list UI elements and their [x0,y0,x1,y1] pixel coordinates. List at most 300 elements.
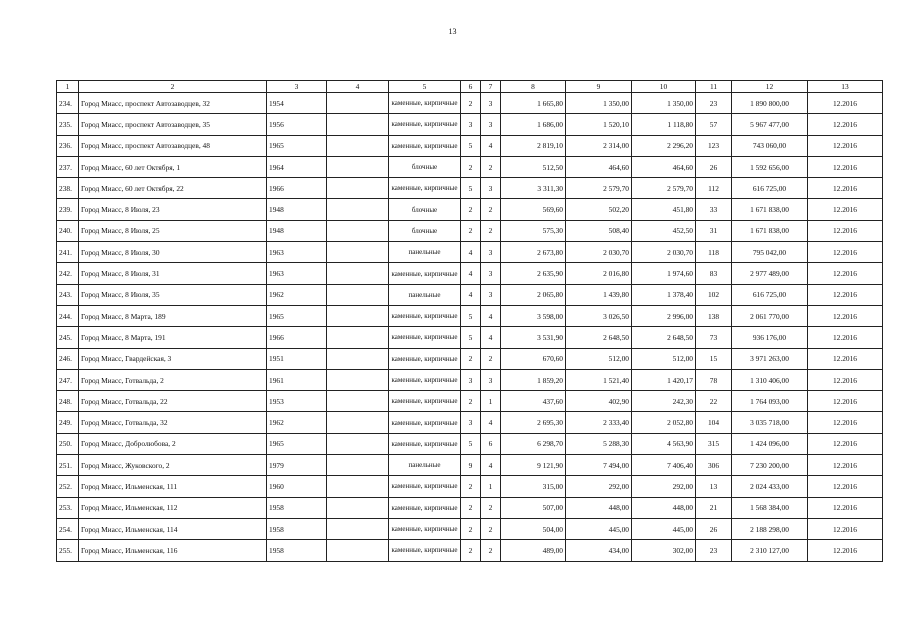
empty-cell [327,114,389,135]
floors-cell: 2 [461,518,481,539]
year-cell: 1961 [267,369,327,390]
empty-cell [327,518,389,539]
total-area-cell: 670,60 [501,348,566,369]
total-area-cell: 2 635,90 [501,263,566,284]
cost-cell: 5 967 477,00 [732,114,808,135]
entrances-cell: 4 [481,455,501,476]
table-row [57,135,883,156]
material-cell: каменные, кирпичные [389,93,461,114]
table-row [57,497,883,518]
floors-cell: 5 [461,305,481,326]
row-number: 248. [57,391,79,412]
deadline-cell: 12.2016 [808,178,883,199]
empty-cell [327,305,389,326]
address-cell: Город Миасс, 8 Июля, 31 [79,263,267,284]
column-header-6: 6 [461,81,481,93]
entrances-cell: 3 [481,284,501,305]
residential-area-cell: 464,60 [632,156,696,177]
cost-cell: 1 424 096,00 [732,433,808,454]
empty-cell [327,93,389,114]
total-area-cell: 3 531,90 [501,327,566,348]
material-cell: каменные, кирпичные [389,305,461,326]
material-cell: блочные [389,156,461,177]
living-area-cell: 2 016,80 [566,263,632,284]
year-cell: 1951 [267,348,327,369]
residential-area-cell: 448,00 [632,497,696,518]
material-cell: каменные, кирпичные [389,135,461,156]
floors-cell: 3 [461,114,481,135]
deadline-cell: 12.2016 [808,348,883,369]
empty-cell [327,242,389,263]
living-area-cell: 2 648,50 [566,327,632,348]
address-cell: Город Миасс, Готвальда, 22 [79,391,267,412]
row-number: 253. [57,497,79,518]
cost-cell: 795 042,00 [732,242,808,263]
address-cell: Город Миасс, проспект Автозаводцев, 32 [79,93,267,114]
residential-area-cell: 2 030,70 [632,242,696,263]
cost-cell: 1 568 384,00 [732,497,808,518]
year-cell: 1963 [267,242,327,263]
cost-cell: 1 310 406,00 [732,369,808,390]
entrances-cell: 6 [481,433,501,454]
residents-cell: 73 [696,327,732,348]
living-area-cell: 2 579,70 [566,178,632,199]
residents-cell: 306 [696,455,732,476]
total-area-cell: 2 819,10 [501,135,566,156]
deadline-cell: 12.2016 [808,93,883,114]
floors-cell: 2 [461,391,481,412]
row-number: 254. [57,518,79,539]
living-area-cell: 445,00 [566,518,632,539]
year-cell: 1956 [267,114,327,135]
year-cell: 1953 [267,391,327,412]
table-row [57,114,883,135]
empty-cell [327,412,389,433]
table-row [57,391,883,412]
entrances-cell: 4 [481,135,501,156]
row-number: 240. [57,220,79,241]
row-number: 247. [57,369,79,390]
entrances-cell: 3 [481,369,501,390]
entrances-cell: 1 [481,391,501,412]
address-cell: Город Миасс, 8 Марта, 189 [79,305,267,326]
row-number: 234. [57,93,79,114]
cost-cell: 616 725,00 [732,178,808,199]
empty-cell [327,476,389,497]
year-cell: 1948 [267,199,327,220]
material-cell: каменные, кирпичные [389,327,461,348]
column-header-13: 13 [808,81,883,93]
year-cell: 1954 [267,93,327,114]
residential-area-cell: 4 563,90 [632,433,696,454]
year-cell: 1958 [267,518,327,539]
deadline-cell: 12.2016 [808,114,883,135]
entrances-cell: 2 [481,518,501,539]
table-row [57,242,883,263]
table-row [57,284,883,305]
residents-cell: 123 [696,135,732,156]
row-number: 252. [57,476,79,497]
total-area-cell: 2 695,30 [501,412,566,433]
floors-cell: 4 [461,284,481,305]
address-cell: Город Миасс, проспект Автозаводцев, 48 [79,135,267,156]
table-row [57,433,883,454]
year-cell: 1966 [267,327,327,348]
deadline-cell: 12.2016 [808,242,883,263]
residential-area-cell: 1 118,80 [632,114,696,135]
residential-area-cell: 2 296,20 [632,135,696,156]
deadline-cell: 12.2016 [808,135,883,156]
address-cell: Город Миасс, Готвальда, 2 [79,369,267,390]
cost-cell: 1 592 656,00 [732,156,808,177]
floors-cell: 2 [461,220,481,241]
entrances-cell: 2 [481,348,501,369]
living-area-cell: 464,60 [566,156,632,177]
row-number: 238. [57,178,79,199]
cost-cell: 743 060,00 [732,135,808,156]
deadline-cell: 12.2016 [808,391,883,412]
total-area-cell: 2 065,80 [501,284,566,305]
floors-cell: 4 [461,242,481,263]
residential-area-cell: 302,00 [632,540,696,561]
empty-cell [327,178,389,199]
column-header-5: 5 [389,81,461,93]
address-cell: Город Миасс, Ильменская, 111 [79,476,267,497]
entrances-cell: 3 [481,93,501,114]
table-row [57,455,883,476]
material-cell: каменные, кирпичные [389,412,461,433]
table-row [57,93,883,114]
floors-cell: 5 [461,178,481,199]
empty-cell [327,455,389,476]
cost-cell: 936 176,00 [732,327,808,348]
cost-cell: 2 310 127,00 [732,540,808,561]
residents-cell: 112 [696,178,732,199]
residents-cell: 102 [696,284,732,305]
column-header-9: 9 [566,81,632,93]
cost-cell: 3 035 718,00 [732,412,808,433]
living-area-cell: 292,00 [566,476,632,497]
residents-cell: 26 [696,518,732,539]
entrances-cell: 4 [481,412,501,433]
deadline-cell: 12.2016 [808,263,883,284]
empty-cell [327,135,389,156]
material-cell: каменные, кирпичные [389,540,461,561]
living-area-cell: 434,00 [566,540,632,561]
floors-cell: 5 [461,327,481,348]
year-cell: 1964 [267,156,327,177]
row-number: 243. [57,284,79,305]
living-area-cell: 2 333,40 [566,412,632,433]
floors-cell: 5 [461,135,481,156]
entrances-cell: 2 [481,497,501,518]
living-area-cell: 1 439,80 [566,284,632,305]
housing-register-table [56,80,883,562]
total-area-cell: 1 686,00 [501,114,566,135]
floors-cell: 9 [461,455,481,476]
material-cell: панельные [389,284,461,305]
table-row [57,199,883,220]
material-cell: каменные, кирпичные [389,497,461,518]
residential-area-cell: 242,30 [632,391,696,412]
column-header-7: 7 [481,81,501,93]
living-area-cell: 7 494,00 [566,455,632,476]
table-row [57,327,883,348]
address-cell: Город Миасс, 8 Июля, 23 [79,199,267,220]
table-row [57,156,883,177]
year-cell: 1979 [267,455,327,476]
year-cell: 1962 [267,284,327,305]
table-row [57,412,883,433]
residents-cell: 138 [696,305,732,326]
floors-cell: 3 [461,412,481,433]
table-row [57,263,883,284]
living-area-cell: 3 026,50 [566,305,632,326]
material-cell: панельные [389,242,461,263]
table-row [57,305,883,326]
entrances-cell: 2 [481,156,501,177]
living-area-cell: 402,90 [566,391,632,412]
floors-cell: 2 [461,497,481,518]
row-number: 245. [57,327,79,348]
residents-cell: 78 [696,369,732,390]
cost-cell: 1 764 093,00 [732,391,808,412]
year-cell: 1965 [267,305,327,326]
empty-cell [327,540,389,561]
living-area-cell: 508,40 [566,220,632,241]
residential-area-cell: 2 996,00 [632,305,696,326]
cost-cell: 1 890 800,00 [732,93,808,114]
entrances-cell: 2 [481,540,501,561]
cost-cell: 1 671 838,00 [732,199,808,220]
deadline-cell: 12.2016 [808,433,883,454]
cost-cell: 2 188 298,00 [732,518,808,539]
total-area-cell: 507,00 [501,497,566,518]
residents-cell: 21 [696,497,732,518]
material-cell: каменные, кирпичные [389,263,461,284]
address-cell: Город Миасс, 8 Июля, 35 [79,284,267,305]
residential-area-cell: 452,50 [632,220,696,241]
row-number: 246. [57,348,79,369]
material-cell: каменные, кирпичные [389,348,461,369]
entrances-cell: 4 [481,305,501,326]
total-area-cell: 315,00 [501,476,566,497]
total-area-cell: 1 665,80 [501,93,566,114]
total-area-cell: 3 598,00 [501,305,566,326]
table-row [57,348,883,369]
total-area-cell: 9 121,90 [501,455,566,476]
cost-cell: 2 977 489,00 [732,263,808,284]
address-cell: Город Миасс, 8 Марта, 191 [79,327,267,348]
living-area-cell: 1 350,00 [566,93,632,114]
entrances-cell: 2 [481,220,501,241]
material-cell: каменные, кирпичные [389,518,461,539]
floors-cell: 2 [461,348,481,369]
header-row [57,81,883,93]
column-header-1: 1 [57,81,79,93]
year-cell: 1948 [267,220,327,241]
row-number: 235. [57,114,79,135]
residents-cell: 315 [696,433,732,454]
deadline-cell: 12.2016 [808,476,883,497]
residents-cell: 22 [696,391,732,412]
address-cell: Город Миасс, Добролюбова, 2 [79,433,267,454]
row-number: 237. [57,156,79,177]
column-header-4: 4 [327,81,389,93]
residents-cell: 23 [696,540,732,561]
cost-cell: 616 725,00 [732,284,808,305]
year-cell: 1958 [267,540,327,561]
residential-area-cell: 292,00 [632,476,696,497]
entrances-cell: 4 [481,327,501,348]
cost-cell: 1 671 838,00 [732,220,808,241]
empty-cell [327,220,389,241]
year-cell: 1960 [267,476,327,497]
material-cell: каменные, кирпичные [389,433,461,454]
cost-cell: 3 971 263,00 [732,348,808,369]
living-area-cell: 5 288,30 [566,433,632,454]
year-cell: 1965 [267,433,327,454]
total-area-cell: 6 298,70 [501,433,566,454]
table-body [57,93,883,562]
year-cell: 1958 [267,497,327,518]
entrances-cell: 2 [481,199,501,220]
address-cell: Город Миасс, Жуковского, 2 [79,455,267,476]
material-cell: каменные, кирпичные [389,476,461,497]
deadline-cell: 12.2016 [808,412,883,433]
residential-area-cell: 7 406,40 [632,455,696,476]
column-header-10: 10 [632,81,696,93]
year-cell: 1963 [267,263,327,284]
floors-cell: 2 [461,540,481,561]
row-number: 251. [57,455,79,476]
residents-cell: 26 [696,156,732,177]
living-area-cell: 512,00 [566,348,632,369]
deadline-cell: 12.2016 [808,199,883,220]
material-cell: каменные, кирпичные [389,369,461,390]
residents-cell: 104 [696,412,732,433]
floors-cell: 2 [461,476,481,497]
entrances-cell: 3 [481,114,501,135]
row-number: 241. [57,242,79,263]
floors-cell: 2 [461,93,481,114]
column-header-3: 3 [267,81,327,93]
deadline-cell: 12.2016 [808,369,883,390]
column-header-12: 12 [732,81,808,93]
living-area-cell: 1 520,10 [566,114,632,135]
deadline-cell: 12.2016 [808,455,883,476]
material-cell: каменные, кирпичные [389,391,461,412]
residents-cell: 83 [696,263,732,284]
material-cell: каменные, кирпичные [389,178,461,199]
living-area-cell: 2 030,70 [566,242,632,263]
total-area-cell: 575,30 [501,220,566,241]
total-area-cell: 512,50 [501,156,566,177]
column-header-2: 2 [79,81,267,93]
deadline-cell: 12.2016 [808,305,883,326]
table-row [57,540,883,561]
material-cell: блочные [389,199,461,220]
floors-cell: 5 [461,433,481,454]
residents-cell: 31 [696,220,732,241]
material-cell: блочные [389,220,461,241]
empty-cell [327,199,389,220]
address-cell: Город Миасс, 8 Июля, 25 [79,220,267,241]
cost-cell: 7 230 200,00 [732,455,808,476]
cost-cell: 2 061 770,00 [732,305,808,326]
residential-area-cell: 512,00 [632,348,696,369]
residential-area-cell: 2 579,70 [632,178,696,199]
address-cell: Город Миасс, Ильменская, 112 [79,497,267,518]
row-number: 242. [57,263,79,284]
deadline-cell: 12.2016 [808,540,883,561]
row-number: 236. [57,135,79,156]
deadline-cell: 12.2016 [808,220,883,241]
deadline-cell: 12.2016 [808,327,883,348]
address-cell: Город Миасс, проспект Автозаводцев, 35 [79,114,267,135]
residential-area-cell: 2 648,50 [632,327,696,348]
page-number: 13 [448,27,457,36]
residents-cell: 33 [696,199,732,220]
material-cell: панельные [389,455,461,476]
floors-cell: 4 [461,263,481,284]
year-cell: 1966 [267,178,327,199]
residential-area-cell: 2 052,80 [632,412,696,433]
deadline-cell: 12.2016 [808,284,883,305]
deadline-cell: 12.2016 [808,497,883,518]
residents-cell: 13 [696,476,732,497]
total-area-cell: 489,00 [501,540,566,561]
total-area-cell: 569,60 [501,199,566,220]
total-area-cell: 2 673,80 [501,242,566,263]
table-row [57,518,883,539]
total-area-cell: 437,60 [501,391,566,412]
entrances-cell: 1 [481,476,501,497]
residential-area-cell: 445,00 [632,518,696,539]
living-area-cell: 448,00 [566,497,632,518]
empty-cell [327,327,389,348]
row-number: 250. [57,433,79,454]
floors-cell: 2 [461,156,481,177]
entrances-cell: 3 [481,263,501,284]
empty-cell [327,369,389,390]
residential-area-cell: 1 974,60 [632,263,696,284]
residential-area-cell: 1 420,17 [632,369,696,390]
empty-cell [327,156,389,177]
residents-cell: 15 [696,348,732,369]
material-cell: каменные, кирпичные [389,114,461,135]
residential-area-cell: 451,80 [632,199,696,220]
living-area-cell: 1 521,40 [566,369,632,390]
address-cell: Город Миасс, 8 Июля, 30 [79,242,267,263]
total-area-cell: 504,00 [501,518,566,539]
empty-cell [327,263,389,284]
address-cell: Город Миасс, Гвардейская, 3 [79,348,267,369]
empty-cell [327,284,389,305]
column-header-8: 8 [501,81,566,93]
empty-cell [327,497,389,518]
year-cell: 1965 [267,135,327,156]
living-area-cell: 2 314,00 [566,135,632,156]
table-row [57,369,883,390]
row-number: 249. [57,412,79,433]
floors-cell: 3 [461,369,481,390]
address-cell: Город Миасс, 60 лет Октября, 1 [79,156,267,177]
table-row [57,476,883,497]
address-cell: Город Миасс, Готвальда, 32 [79,412,267,433]
residential-area-cell: 1 378,40 [632,284,696,305]
living-area-cell: 502,20 [566,199,632,220]
